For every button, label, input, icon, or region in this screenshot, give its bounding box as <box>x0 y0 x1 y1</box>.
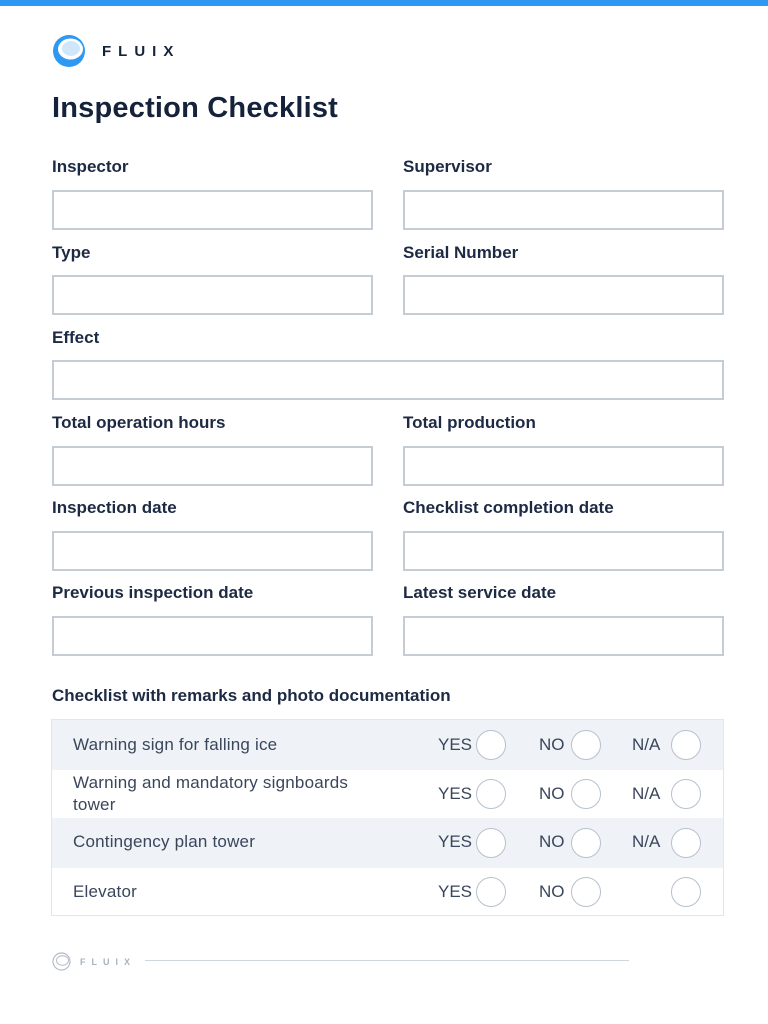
checklist-section-title: Checklist with remarks and photo documentation <box>52 686 451 705</box>
no-label: NO <box>539 882 565 901</box>
supervisor-label: Supervisor <box>403 157 492 176</box>
latest-service-date-field[interactable] <box>403 616 724 656</box>
effect-field[interactable] <box>52 360 724 400</box>
previous-inspection-date-label: Previous inspection date <box>52 583 254 602</box>
na-label: N/A <box>632 735 661 754</box>
no-label: NO <box>539 832 565 851</box>
na-radio[interactable] <box>671 828 701 858</box>
yes-radio[interactable] <box>476 828 506 858</box>
supervisor-field[interactable] <box>403 190 724 230</box>
na-radio[interactable] <box>671 730 701 760</box>
fluix-logo-icon <box>52 952 71 971</box>
total-production-field[interactable] <box>403 446 724 486</box>
yes-radio[interactable] <box>476 779 506 809</box>
yes-label: YES <box>438 784 473 803</box>
type-field[interactable] <box>52 275 373 315</box>
footer-brand-name: FLUIX <box>80 956 136 967</box>
effect-label: Effect <box>52 328 100 347</box>
serial-number-field[interactable] <box>403 275 724 315</box>
checklist-item-label: Warning sign for falling ice <box>73 735 278 754</box>
brand-name: FLUIX <box>102 42 181 60</box>
brand-logo <box>52 34 180 68</box>
no-radio[interactable] <box>571 730 601 760</box>
yes-label: YES <box>438 735 473 754</box>
checklist-item-label: Elevator <box>73 882 137 901</box>
checklist-completion-date-label: Checklist completion date <box>403 498 614 517</box>
checklist-row <box>52 868 723 915</box>
fluix-logo-icon <box>52 34 86 68</box>
yes-radio[interactable] <box>476 730 506 760</box>
total-operation-hours-label: Total operation hours <box>52 413 226 432</box>
na-radio[interactable] <box>671 779 701 809</box>
na-radio[interactable] <box>671 877 701 907</box>
na-label: N/A <box>632 832 661 851</box>
inspection-date-label: Inspection date <box>52 498 177 517</box>
page-title: Inspection Checklist <box>52 92 339 124</box>
inspector-label: Inspector <box>52 157 129 176</box>
no-radio[interactable] <box>571 877 601 907</box>
previous-inspection-date-field[interactable] <box>52 616 373 656</box>
checklist-row <box>52 720 723 770</box>
checklist-item-label: Contingency plan tower <box>73 832 256 851</box>
yes-radio[interactable] <box>476 877 506 907</box>
footer-divider <box>145 960 629 961</box>
checklist-table <box>51 719 724 916</box>
checklist-completion-date-field[interactable] <box>403 531 724 571</box>
total-operation-hours-field[interactable] <box>52 446 373 486</box>
inspection-date-field[interactable] <box>52 531 373 571</box>
footer-logo <box>52 952 136 971</box>
no-radio[interactable] <box>571 779 601 809</box>
type-label: Type <box>52 243 91 262</box>
checklist-row <box>52 770 723 818</box>
latest-service-date-label: Latest service date <box>403 583 557 602</box>
checklist-row <box>52 818 723 868</box>
total-production-label: Total production <box>403 413 536 432</box>
no-label: NO <box>539 735 565 754</box>
no-label: NO <box>539 784 565 803</box>
serial-number-label: Serial Number <box>403 243 519 262</box>
top-accent-bar <box>0 0 768 6</box>
no-radio[interactable] <box>571 828 601 858</box>
checklist-item-label: Warning and mandatory signboards tower <box>73 773 349 814</box>
yes-label: YES <box>438 832 473 851</box>
yes-label: YES <box>438 882 473 901</box>
na-label: N/A <box>632 784 661 803</box>
inspector-field[interactable] <box>52 190 373 230</box>
